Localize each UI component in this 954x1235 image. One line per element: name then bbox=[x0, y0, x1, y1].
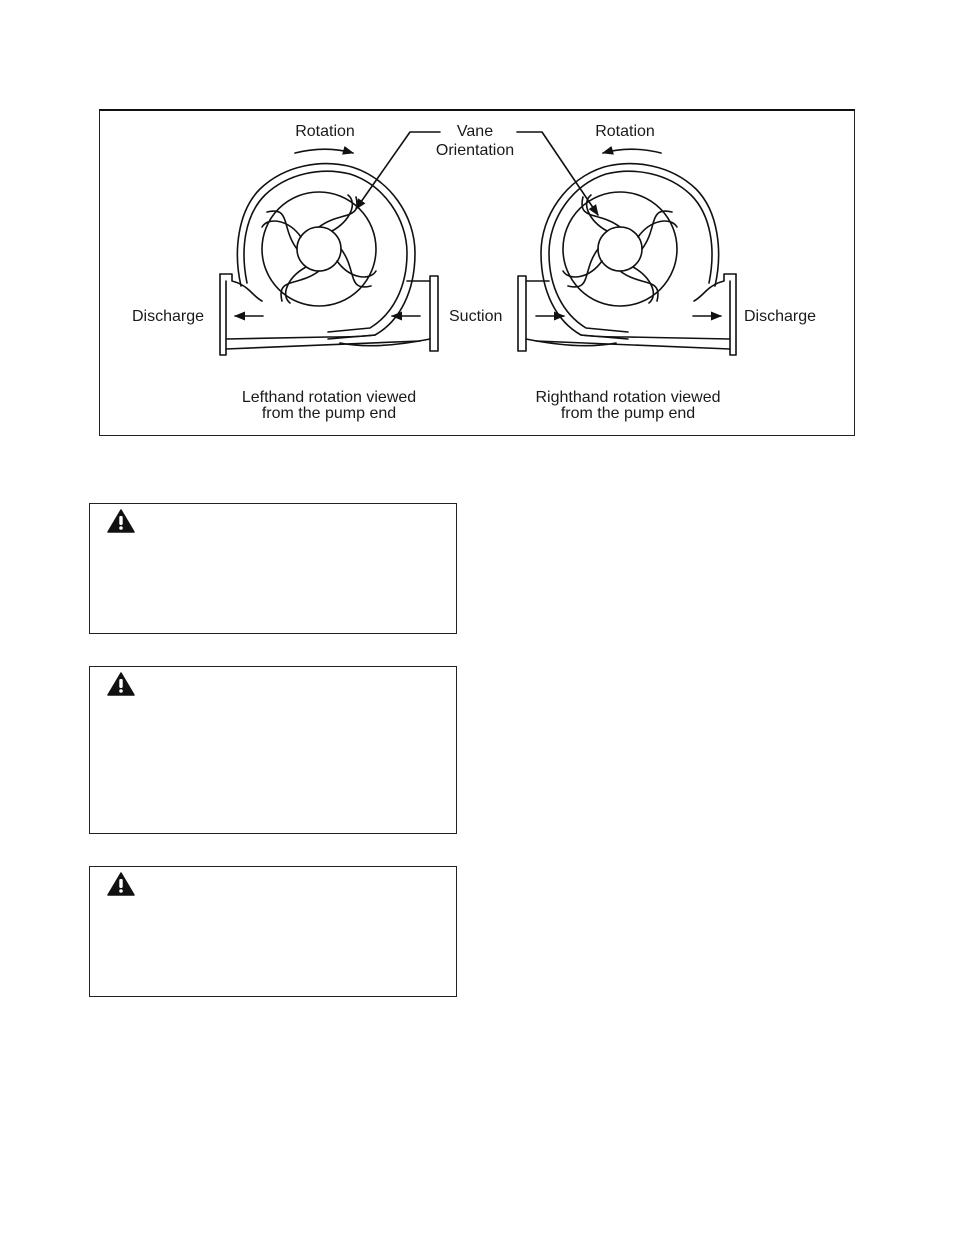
right-discharge-label: Discharge bbox=[744, 308, 817, 325]
warning-triangle-icon bbox=[107, 672, 135, 696]
right-caption-line2: from the pump end bbox=[560, 405, 696, 422]
left-pump-drawing bbox=[220, 149, 438, 355]
right-rotation-label: Rotation bbox=[595, 123, 655, 140]
warning-box-2 bbox=[89, 666, 457, 834]
warning-triangle-icon bbox=[107, 872, 135, 896]
warning-box-1 bbox=[89, 503, 457, 634]
left-rotation-label: Rotation bbox=[295, 123, 355, 140]
vane-label-line2: Orientation bbox=[435, 142, 515, 159]
pump-rotation-figure bbox=[99, 109, 855, 436]
warning-box-3 bbox=[89, 866, 457, 997]
suction-label: Suction bbox=[449, 308, 503, 325]
right-pump-drawing bbox=[518, 149, 736, 355]
vane-label-line1: Vane bbox=[456, 123, 494, 140]
pump-diagram bbox=[100, 111, 856, 438]
left-caption-line1: Lefthand rotation viewed bbox=[241, 389, 417, 406]
warning-triangle-icon bbox=[107, 509, 135, 533]
left-discharge-label: Discharge bbox=[132, 308, 205, 325]
left-caption-line2: from the pump end bbox=[261, 405, 397, 422]
right-caption-line1: Righthand rotation viewed bbox=[535, 389, 721, 406]
